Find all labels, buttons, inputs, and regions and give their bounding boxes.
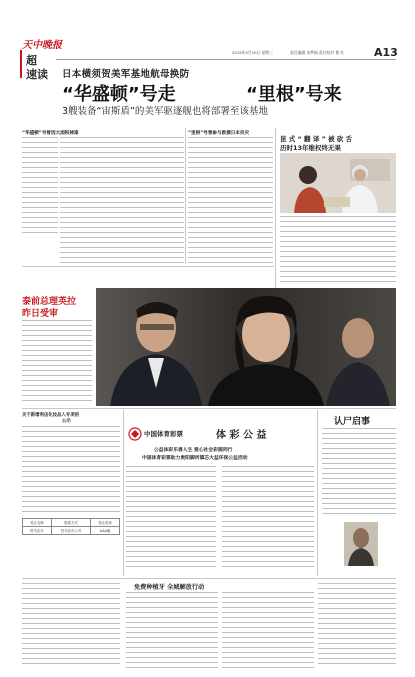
notice-table-cell: 驻马店市公司 bbox=[51, 527, 90, 535]
side-feature-photo bbox=[280, 153, 396, 213]
lead-headline-part1: “华盛顿”号走 bbox=[62, 84, 176, 105]
notice-box bbox=[22, 412, 120, 552]
bottom-story-body-col1 bbox=[126, 592, 218, 668]
section-badge bbox=[20, 50, 22, 78]
lottery-title: 体 彩 公 益 bbox=[216, 430, 267, 441]
notice-table bbox=[22, 518, 120, 535]
notice-table-header: 联系方式 bbox=[51, 519, 90, 527]
notice-body bbox=[22, 426, 120, 514]
col-divider-2 bbox=[275, 128, 276, 288]
lottery-body-col1 bbox=[126, 466, 216, 570]
lottery-subtitle-2: 中国体育彩票助力贵阳脚河镇芯大益环保公益活动 bbox=[142, 456, 248, 461]
page-number: A13 bbox=[374, 46, 398, 59]
row-rule-3 bbox=[22, 578, 396, 579]
left-story-body-col2 bbox=[60, 137, 184, 263]
bottom-story-body-col2 bbox=[222, 592, 314, 668]
yingluck-title-1: 泰前总理英拉 bbox=[22, 297, 77, 307]
lottery-logo-text: 中国体育彩票 bbox=[144, 430, 183, 438]
notice-title-1: 关于新增利店化妆品入专项的 bbox=[22, 413, 80, 418]
bottom-story-title: 免费种植牙 全城解放行动 bbox=[134, 584, 205, 591]
col-divider-1 bbox=[185, 128, 186, 264]
left-story-title: “华盛顿”号曾因大面积掉漆 bbox=[22, 131, 79, 136]
claim-photo bbox=[344, 522, 378, 566]
side-feature-title-1: 昆 式 “ 翻 译 ” 被 砍 舌 bbox=[280, 135, 353, 143]
lead-kicker: 日本横须贺美军基地航母换防 bbox=[62, 69, 190, 80]
lottery-logo-icon bbox=[128, 426, 142, 440]
yingluck-title-2: 昨日受审 bbox=[22, 309, 59, 319]
editor-line: 责任编辑 朱梦娟 责任校对 曹 红 bbox=[290, 50, 345, 55]
bottom-story-body-col3 bbox=[318, 583, 396, 667]
claim-title: 认尸启事 bbox=[334, 417, 371, 427]
section-label-line1: 超 bbox=[26, 54, 37, 67]
notice-table-header: 受让名称 bbox=[23, 519, 52, 527]
yingluck-photo bbox=[96, 288, 396, 406]
masthead-rule bbox=[56, 59, 396, 60]
row-rule-1 bbox=[22, 266, 274, 267]
notice-title-2: 公示 bbox=[62, 419, 71, 424]
section-label-line2: 速读 bbox=[26, 68, 48, 81]
lottery-subtitle-1: 公益体彩乐善人生 爱心社会彩圆同行 bbox=[154, 448, 233, 453]
notice-table-cell: AAA级 bbox=[91, 527, 120, 535]
yingluck-body bbox=[22, 320, 92, 402]
side-feature-title-2: 历时13年维权终无果 bbox=[280, 144, 342, 152]
date-line: 2015年5月20日 星期三 bbox=[232, 50, 273, 55]
right-story-title: “里根”号曾参与救援日本抗灾 bbox=[188, 131, 250, 136]
side-feature-body bbox=[280, 216, 396, 286]
paper-logo: 天中晚报 bbox=[22, 40, 62, 51]
col-divider-3 bbox=[123, 410, 124, 576]
lead-subhead: 3艘装备“宙斯盾”的美军驱逐舰也将部署至该基地 bbox=[62, 106, 268, 117]
notice-table-cell: 驻马店市 bbox=[23, 527, 52, 535]
left-story-body-col1 bbox=[22, 137, 58, 237]
bottom-left-body bbox=[22, 583, 120, 667]
lead-headline-part2: “里根”号来 bbox=[246, 84, 342, 105]
claim-body bbox=[322, 428, 396, 518]
notice-table-header: 受让资质 bbox=[91, 519, 120, 527]
lottery-body-col2 bbox=[222, 466, 314, 570]
right-story-body bbox=[188, 137, 273, 263]
col-divider-4 bbox=[317, 410, 318, 576]
lottery-ad bbox=[126, 412, 314, 572]
row-rule-2 bbox=[22, 408, 396, 409]
